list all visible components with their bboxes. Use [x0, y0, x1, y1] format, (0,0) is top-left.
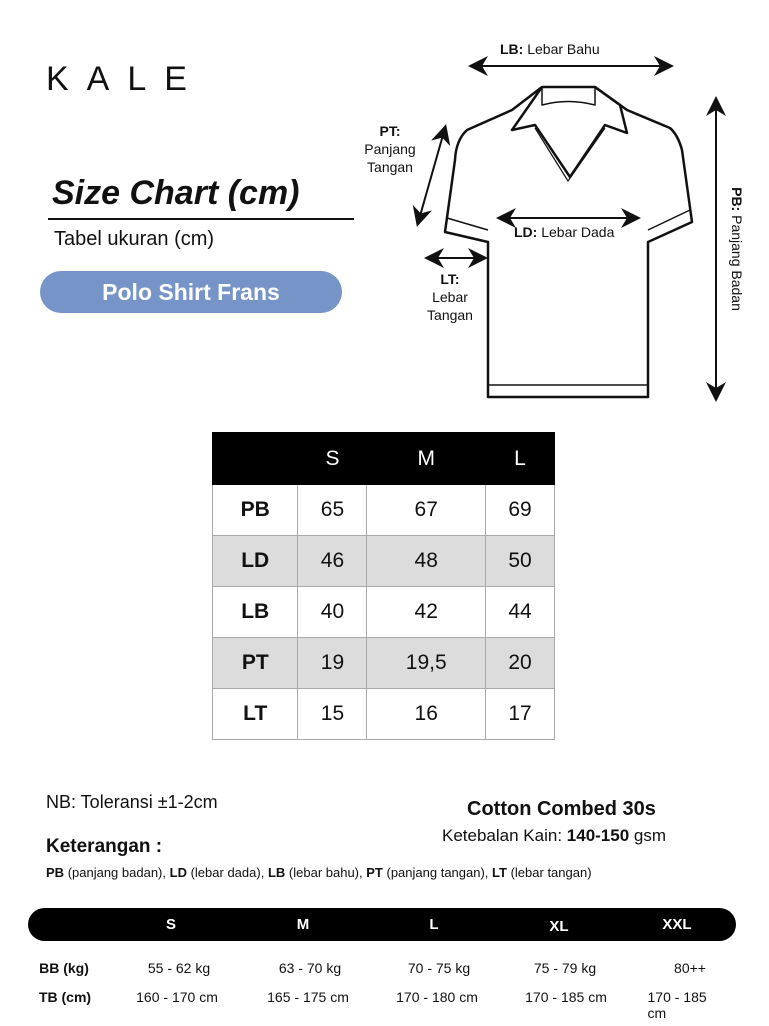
- table-cell: 42: [367, 587, 486, 638]
- table-cell: 65: [298, 485, 367, 536]
- pb-label: [728, 184, 746, 314]
- size-label: L: [429, 916, 439, 933]
- recommend-header: [28, 908, 736, 941]
- table-cell: 46: [298, 536, 367, 587]
- table-row: [213, 638, 555, 689]
- thickness-unit: gsm: [633, 826, 667, 845]
- shirt-diagram: [0, 0, 769, 420]
- legend-desc: (lebar bahu),: [288, 865, 363, 880]
- ld-label: [514, 223, 614, 241]
- bb-value: 70 - 75 kg: [407, 960, 471, 976]
- product-badge: Polo Shirt Frans: [40, 271, 342, 313]
- legend-abbr: LT: [492, 865, 507, 880]
- header-cell: M: [367, 433, 486, 485]
- legend-title: Keterangan :: [46, 836, 163, 857]
- row-label: LT: [213, 689, 298, 740]
- legend-abbr: PT: [366, 865, 383, 880]
- tolerance-note: NB: Toleransi ±1-2cm: [46, 792, 218, 812]
- size-label: XXL: [662, 916, 692, 933]
- pt-text-line1: Panjang: [364, 141, 416, 157]
- table-row: [213, 485, 555, 536]
- lt-abbr: LT:: [440, 271, 460, 287]
- pt-abbr: PT:: [379, 123, 401, 139]
- ld-abbr: LD:: [514, 224, 538, 240]
- bb-value: 55 - 62 kg: [147, 960, 211, 976]
- legend-abbr: PB: [46, 865, 65, 880]
- shirt-outline: [445, 87, 692, 397]
- size-label: M: [296, 916, 310, 933]
- legend-desc: (lebar tangan): [510, 865, 592, 880]
- row-label: LD: [213, 536, 298, 587]
- size-label: S: [165, 916, 177, 933]
- tb-value: 160 - 170 cm: [136, 989, 218, 1005]
- bb-value: 75 - 79 kg: [533, 960, 597, 976]
- table-cell: 17: [486, 689, 555, 740]
- table-cell: 19: [298, 638, 367, 689]
- table-cell: 48: [367, 536, 486, 587]
- tb-value: 170 - 185 cm: [525, 989, 607, 1005]
- bb-label: BB (kg): [39, 960, 89, 976]
- pt-label: [352, 122, 428, 176]
- tb-value: 165 - 175 cm: [267, 989, 349, 1005]
- table-row: [213, 689, 555, 740]
- bb-value: 80++: [674, 960, 706, 976]
- row-label: LB: [213, 587, 298, 638]
- page-title: Size Chart (cm): [52, 174, 300, 212]
- tb-value: 170 - 185 cm: [647, 989, 707, 1021]
- legend-desc: (lebar dada),: [190, 865, 265, 880]
- pt-text-line2: Tangan: [367, 159, 413, 175]
- table-cell: 19,5: [367, 638, 486, 689]
- fabric-name: Cotton Combed 30s: [467, 798, 656, 820]
- header-cell: [213, 433, 298, 485]
- table-cell: 69: [486, 485, 555, 536]
- pb-text: Panjang Badan: [729, 215, 745, 311]
- subtitle: Tabel ukuran (cm): [54, 228, 215, 250]
- lb-label: [500, 40, 600, 58]
- brand-logo: KALE: [46, 60, 205, 98]
- table-row: [213, 587, 555, 638]
- row-label: PT: [213, 638, 298, 689]
- table-cell: 20: [486, 638, 555, 689]
- table-cell: 67: [367, 485, 486, 536]
- legend-desc: (panjang badan),: [67, 865, 166, 880]
- row-label: PB: [213, 485, 298, 536]
- table-header: [213, 433, 555, 485]
- tb-label: TB (cm): [38, 989, 92, 1005]
- table-cell: 50: [486, 536, 555, 587]
- table-cell: 40: [298, 587, 367, 638]
- table-row: [213, 536, 555, 587]
- header-cell: L: [486, 433, 555, 485]
- lt-text-line1: Lebar: [432, 289, 468, 305]
- legend-abbr: LB: [267, 865, 286, 880]
- legend-text: [46, 865, 592, 880]
- legend-abbr: LD: [169, 865, 187, 880]
- thickness-label: Ketebalan Kain:: [442, 826, 563, 845]
- size-table: [212, 432, 555, 740]
- table-cell: 15: [298, 689, 367, 740]
- thickness-value: 140-150: [566, 826, 630, 845]
- lt-label: [414, 270, 486, 324]
- lt-text-line2: Tangan: [427, 307, 473, 323]
- lb-abbr: LB:: [500, 41, 524, 57]
- header-cell: S: [298, 433, 367, 485]
- bb-value: 63 - 70 kg: [278, 960, 342, 976]
- tb-value: 170 - 180 cm: [396, 989, 478, 1005]
- pb-abbr: PB:: [729, 187, 745, 212]
- legend-desc: (panjang tangan),: [386, 865, 489, 880]
- lb-text: Lebar Bahu: [527, 41, 600, 57]
- ld-text: Lebar Dada: [541, 224, 615, 240]
- table-cell: 44: [486, 587, 555, 638]
- table-cell: 16: [367, 689, 486, 740]
- fabric-thickness: [442, 826, 666, 846]
- size-label: XL: [549, 918, 569, 935]
